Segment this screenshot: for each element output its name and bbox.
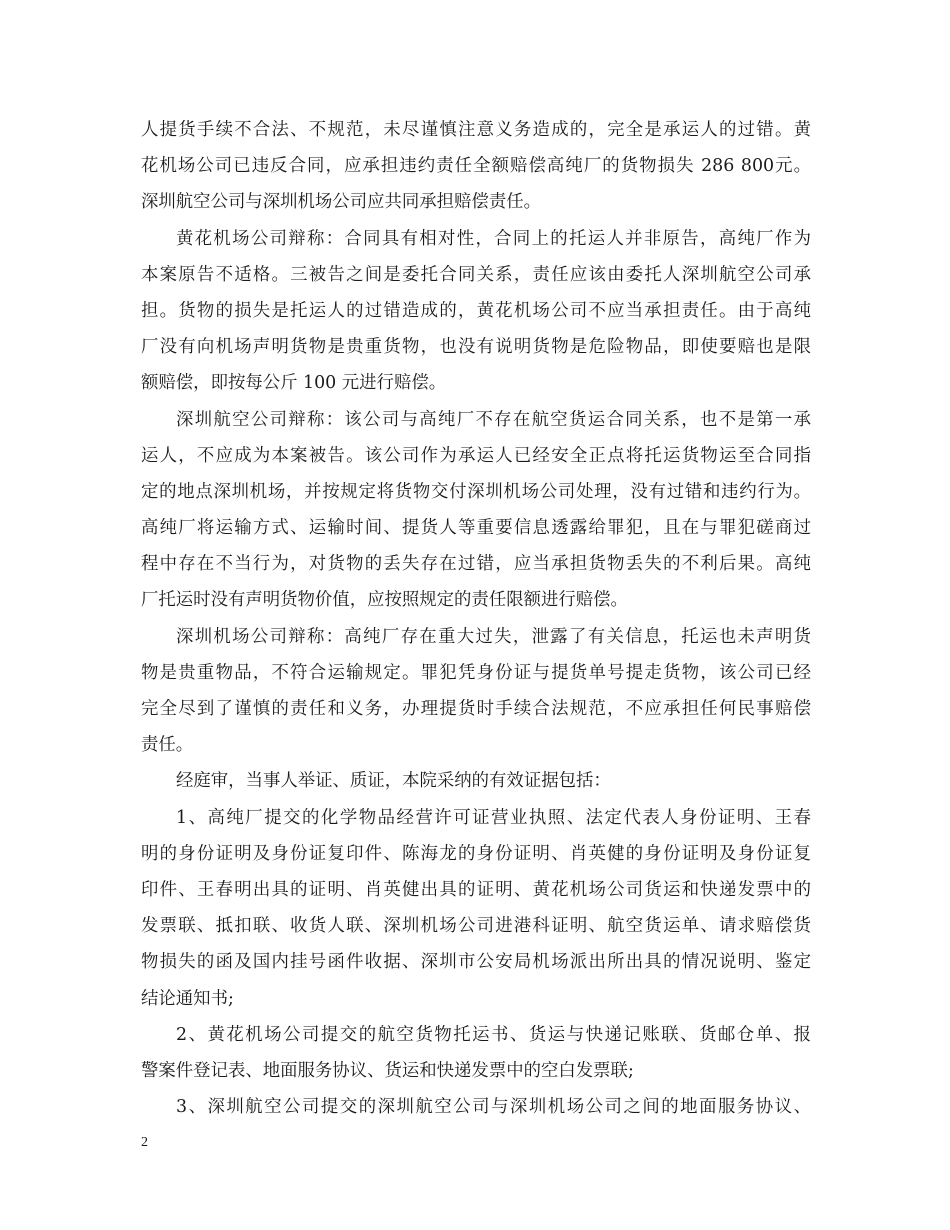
text-line: 运人，不应成为本案被告。该公司作为承运人已经安全正点将托运货物运至合同指 (141, 445, 811, 466)
text-line: 厂没有向机场声明货物是贵重货物，也没有说明货物是危险物品，即使要赔也是限 (141, 337, 811, 358)
text-line: 明的身份证明及身份证复印件、陈海龙的身份证明、肖英健的身份证明及身份证复 (141, 843, 811, 864)
text-line: 深圳航空公司辩称：该公司与高纯厂不存在航空货运合同关系，也不是第一承 (176, 409, 811, 430)
text-line: 责任。 (141, 735, 194, 756)
text-line: 深圳航空公司与深圳机场公司应共同承担赔偿责任。 (141, 192, 541, 213)
document-body (141, 112, 811, 1125)
text-line: 2、黄花机场公司提交的航空货物托运书、货运与快递记账联、货邮仓单、报 (176, 1024, 811, 1045)
text-line: 黄花机场公司辩称：合同具有相对性，合同上的托运人并非原告，高纯厂作为 (176, 228, 811, 249)
text-line: 完全尽到了谨慎的责任和义务，办理提货时手续合法规范，不应承担任何民事赔偿 (141, 699, 811, 719)
text-line: 深圳机场公司辩称：高纯厂存在重大过失，泄露了有关信息，托运也未声明货 (176, 626, 811, 647)
text-line: 物损失的函及国内挂号函件收据、深圳市公安局机场派出所出具的情况说明、鉴定 (141, 952, 811, 973)
text-line: 结论通知书; (141, 988, 234, 1009)
text-line: 花机场公司已违反合同，应承担违约责任全额赔偿高纯厂的货物损失 286 800元。 (141, 156, 811, 177)
text-line: 厂托运时没有声明货物价值，应按照规定的责任限额进行赔偿。 (141, 590, 628, 611)
text-line: 印件、王春明出具的证明、肖英健出具的证明、黄花机场公司货运和快递发票中的 (141, 879, 811, 900)
text-line: 人提货手续不合法、不规范，未尽谨慎注意义务造成的，完全是承运人的过错。黄 (141, 120, 811, 140)
text-line: 经庭审，当事人举证、质证，本院采纳的有效证据包括： (176, 771, 611, 792)
text-line: 物是贵重物品，不符合运输规定。罪犯凭身份证与提货单号提走货物，该公司已经 (141, 662, 811, 683)
text-line: 本案原告不适格。三被告之间是委托合同关系，责任应该由委托人深圳航空公司承 (141, 264, 811, 285)
text-line: 3、深圳航空公司提交的深圳航空公司与深圳机场公司之间的地面服务协议、 (176, 1097, 811, 1118)
text-line: 发票联、抵扣联、收货人联、深圳机场公司进港科证明、航空货运单、请求赔偿货 (141, 916, 811, 937)
text-line: 高纯厂将运输方式、运输时间、提货人等重要信息透露给罪犯，且在与罪犯磋商过 (141, 518, 811, 539)
text-line: 程中存在不当行为，对货物的丢失存在过错，应当承担货物丢失的不利后果。高纯 (141, 554, 811, 575)
text-line: 额赔偿，即按每公斤 100 元进行赔偿。 (141, 373, 447, 394)
page-number: 2 (141, 1135, 148, 1150)
text-line: 定的地点深圳机场，并按规定将货物交付深圳机场公司处理，没有过错和违约行为。 (141, 481, 811, 502)
text-line: 担。货物的损失是托运人的过错造成的，黄花机场公司不应当承担责任。由于高纯 (141, 300, 811, 321)
text-line: 1、高纯厂提交的化学物品经营许可证营业执照、法定代表人身份证明、王春 (176, 807, 811, 828)
text-line: 警案件登记表、地面服务协议、货运和快递发票中的空白发票联; (141, 1060, 634, 1081)
